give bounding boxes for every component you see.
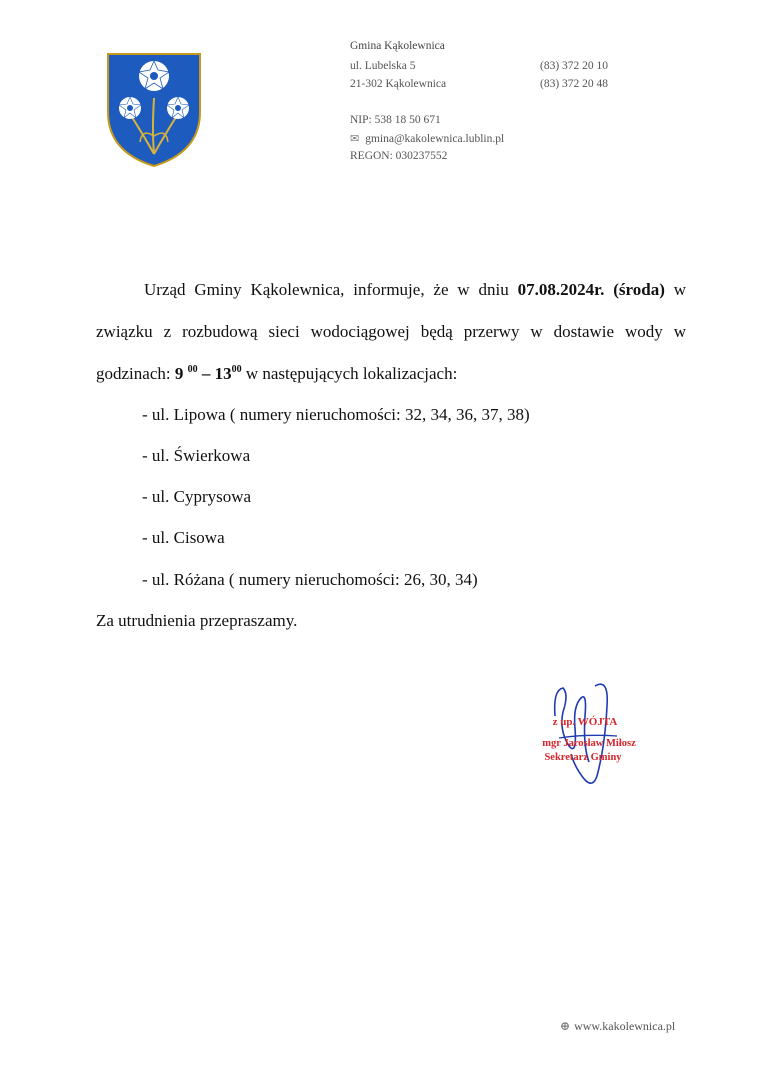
location-item: - ul. Różana ( numery nieruchomości: 26, 30, 34)	[142, 570, 478, 589]
stamp-line-3: Sekretarz Gminy	[544, 752, 622, 763]
signature-stamp	[525, 676, 655, 796]
handwritten-signature	[525, 676, 655, 796]
email-line	[350, 132, 504, 145]
notice-line-3	[96, 364, 686, 384]
postal-city: 21-302 Kąkolewnica	[350, 78, 447, 90]
outage-date: 07.08.2024r. (środa)	[517, 280, 665, 299]
notice-line-1	[96, 280, 686, 300]
notice-intro: Urząd Gminy Kąkolewnica, informuje, że w dniu	[144, 280, 509, 299]
notice-line-1-end: w	[673, 280, 687, 299]
municipality-name: Gmina Kąkolewnica	[350, 40, 445, 52]
globe-icon: ⊕	[560, 1019, 571, 1033]
stamp-line-1: z up. WÓJTA	[552, 716, 618, 728]
notice-line-2: związku z rozbudową sieci wodociągowej będą przerwy w dostawie wody w	[96, 322, 686, 341]
location-item: - ul. Świerkowa	[142, 446, 251, 465]
closing-apology: Za utrudnienia przepraszamy.	[96, 611, 298, 630]
location-item: - ul. Cisowa	[142, 528, 225, 547]
hours-label: godzinach:	[96, 364, 171, 383]
street-address: ul. Lubelska 5	[350, 60, 416, 72]
coat-of-arms-icon	[104, 50, 204, 170]
phone-2: (83) 372 20 48	[540, 78, 609, 90]
footer-website	[560, 1019, 675, 1034]
website-link[interactable]: www.kakolewnica.pl	[574, 1019, 676, 1033]
regon-number: REGON: 030237552	[350, 150, 448, 162]
nip-number: NIP: 538 18 50 671	[350, 114, 441, 126]
envelope-icon: ✉	[350, 133, 360, 145]
locations-intro: w następujących lokalizacjach:	[245, 364, 458, 383]
stamp-line-2: mgr Jarosław Miłosz	[542, 738, 636, 749]
outage-hours: 9 $^{00} - 13^{00}$	[174, 364, 242, 383]
email-address[interactable]: gmina@kakolewnica.lublin.pl	[365, 133, 505, 145]
location-item: - ul. Cyprysowa	[142, 487, 252, 506]
phone-1: (83) 372 20 10	[540, 60, 609, 72]
location-item: - ul. Lipowa ( numery nieruchomości: 32, 34, 36, 37, 38)	[142, 405, 530, 424]
